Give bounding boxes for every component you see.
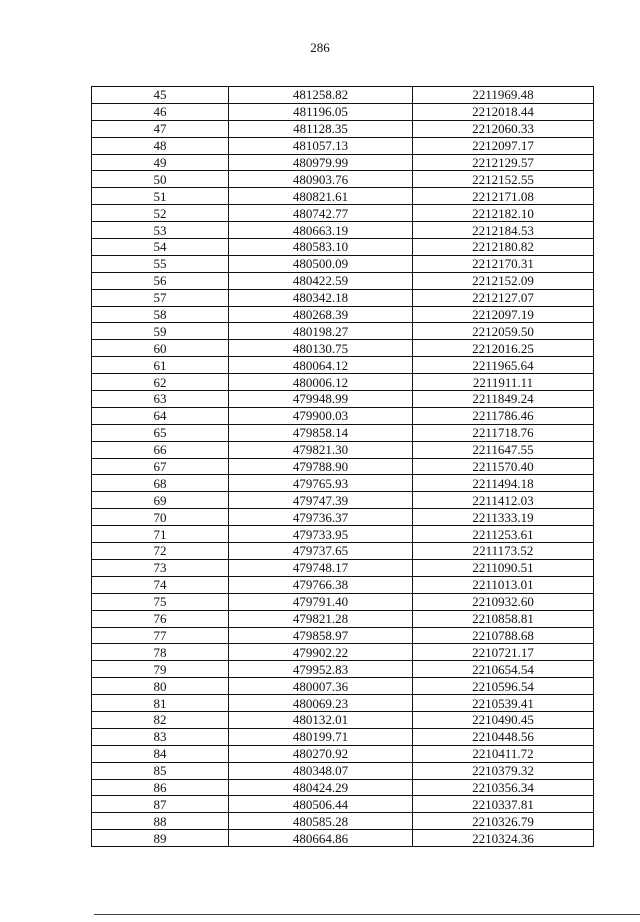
point-number-cell: 68 bbox=[92, 475, 229, 492]
point-number-cell: 74 bbox=[92, 576, 229, 593]
x-coordinate-cell: 479791.40 bbox=[229, 593, 413, 610]
x-coordinate-cell: 480006.12 bbox=[229, 374, 413, 391]
x-coordinate-cell: 479902.22 bbox=[229, 644, 413, 661]
y-coordinate-cell: 2211090.51 bbox=[413, 559, 594, 576]
y-coordinate-cell: 2210337.81 bbox=[413, 796, 594, 813]
x-coordinate-cell: 480348.07 bbox=[229, 762, 413, 779]
x-coordinate-cell: 479858.14 bbox=[229, 424, 413, 441]
y-coordinate-cell: 2211849.24 bbox=[413, 391, 594, 408]
y-coordinate-cell: 2211173.52 bbox=[413, 543, 594, 560]
point-number-cell: 45 bbox=[92, 87, 229, 104]
y-coordinate-cell: 2212016.25 bbox=[413, 340, 594, 357]
table-row bbox=[92, 509, 594, 526]
point-number-cell: 71 bbox=[92, 526, 229, 543]
table-row bbox=[92, 644, 594, 661]
y-coordinate-cell: 2210324.36 bbox=[413, 830, 594, 847]
table-row bbox=[92, 492, 594, 509]
table-row bbox=[92, 610, 594, 627]
y-coordinate-cell: 2212152.55 bbox=[413, 171, 594, 188]
x-coordinate-cell: 481196.05 bbox=[229, 103, 413, 120]
y-coordinate-cell: 2211911.11 bbox=[413, 374, 594, 391]
x-coordinate-cell: 479788.90 bbox=[229, 458, 413, 475]
y-coordinate-cell: 2212170.31 bbox=[413, 255, 594, 272]
table-row bbox=[92, 323, 594, 340]
table-row bbox=[92, 779, 594, 796]
x-coordinate-cell: 479821.28 bbox=[229, 610, 413, 627]
table-row bbox=[92, 222, 594, 239]
x-coordinate-cell: 480663.19 bbox=[229, 222, 413, 239]
table-row bbox=[92, 745, 594, 762]
y-coordinate-cell: 2211013.01 bbox=[413, 576, 594, 593]
point-number-cell: 64 bbox=[92, 407, 229, 424]
table-row bbox=[92, 593, 594, 610]
table-row bbox=[92, 120, 594, 137]
y-coordinate-cell: 2210932.60 bbox=[413, 593, 594, 610]
x-coordinate-cell: 480064.12 bbox=[229, 357, 413, 374]
table-row bbox=[92, 661, 594, 678]
point-number-cell: 72 bbox=[92, 543, 229, 560]
x-coordinate-cell: 479748.17 bbox=[229, 559, 413, 576]
y-coordinate-cell: 2210858.81 bbox=[413, 610, 594, 627]
y-coordinate-cell: 2212180.82 bbox=[413, 239, 594, 256]
point-number-cell: 69 bbox=[92, 492, 229, 509]
table-row bbox=[92, 103, 594, 120]
table-row bbox=[92, 374, 594, 391]
x-coordinate-cell: 479858.97 bbox=[229, 627, 413, 644]
table-row bbox=[92, 475, 594, 492]
y-coordinate-cell: 2212182.10 bbox=[413, 205, 594, 222]
y-coordinate-cell: 2211786.46 bbox=[413, 407, 594, 424]
x-coordinate-cell: 480342.18 bbox=[229, 289, 413, 306]
point-number-cell: 70 bbox=[92, 509, 229, 526]
y-coordinate-cell: 2210490.45 bbox=[413, 711, 594, 728]
point-number-cell: 73 bbox=[92, 559, 229, 576]
x-coordinate-cell: 480268.39 bbox=[229, 306, 413, 323]
point-number-cell: 82 bbox=[92, 711, 229, 728]
point-number-cell: 65 bbox=[92, 424, 229, 441]
coordinates-table-body bbox=[92, 87, 594, 847]
point-number-cell: 81 bbox=[92, 695, 229, 712]
y-coordinate-cell: 2212129.57 bbox=[413, 154, 594, 171]
table-row bbox=[92, 188, 594, 205]
point-number-cell: 77 bbox=[92, 627, 229, 644]
point-number-cell: 62 bbox=[92, 374, 229, 391]
x-coordinate-cell: 479948.99 bbox=[229, 391, 413, 408]
x-coordinate-cell: 480506.44 bbox=[229, 796, 413, 813]
point-number-cell: 48 bbox=[92, 137, 229, 154]
x-coordinate-cell: 479900.03 bbox=[229, 407, 413, 424]
x-coordinate-cell: 480270.92 bbox=[229, 745, 413, 762]
y-coordinate-cell: 2212097.19 bbox=[413, 306, 594, 323]
x-coordinate-cell: 480198.27 bbox=[229, 323, 413, 340]
x-coordinate-cell: 479733.95 bbox=[229, 526, 413, 543]
y-coordinate-cell: 2211647.55 bbox=[413, 441, 594, 458]
table-row bbox=[92, 711, 594, 728]
point-number-cell: 61 bbox=[92, 357, 229, 374]
y-coordinate-cell: 2211718.76 bbox=[413, 424, 594, 441]
table-row bbox=[92, 762, 594, 779]
x-coordinate-cell: 479765.93 bbox=[229, 475, 413, 492]
table-row bbox=[92, 830, 594, 847]
point-number-cell: 84 bbox=[92, 745, 229, 762]
y-coordinate-cell: 2212060.33 bbox=[413, 120, 594, 137]
x-coordinate-cell: 480007.36 bbox=[229, 678, 413, 695]
table-row bbox=[92, 239, 594, 256]
y-coordinate-cell: 2210596.54 bbox=[413, 678, 594, 695]
page-number: 286 bbox=[310, 40, 330, 55]
x-coordinate-cell: 480422.59 bbox=[229, 272, 413, 289]
y-coordinate-cell: 2211965.64 bbox=[413, 357, 594, 374]
point-number-cell: 57 bbox=[92, 289, 229, 306]
x-coordinate-cell: 481128.35 bbox=[229, 120, 413, 137]
table-row bbox=[92, 678, 594, 695]
y-coordinate-cell: 2212018.44 bbox=[413, 103, 594, 120]
table-row bbox=[92, 458, 594, 475]
x-coordinate-cell: 480903.76 bbox=[229, 171, 413, 188]
y-coordinate-cell: 2212059.50 bbox=[413, 323, 594, 340]
point-number-cell: 46 bbox=[92, 103, 229, 120]
y-coordinate-cell: 2211969.48 bbox=[413, 87, 594, 104]
point-number-cell: 53 bbox=[92, 222, 229, 239]
x-coordinate-cell: 480585.28 bbox=[229, 813, 413, 830]
x-coordinate-cell: 479766.38 bbox=[229, 576, 413, 593]
point-number-cell: 76 bbox=[92, 610, 229, 627]
point-number-cell: 67 bbox=[92, 458, 229, 475]
y-coordinate-cell: 2210539.41 bbox=[413, 695, 594, 712]
table-row bbox=[92, 272, 594, 289]
x-coordinate-cell: 480979.99 bbox=[229, 154, 413, 171]
point-number-cell: 66 bbox=[92, 441, 229, 458]
table-row bbox=[92, 627, 594, 644]
x-coordinate-cell: 481057.13 bbox=[229, 137, 413, 154]
point-number-cell: 55 bbox=[92, 255, 229, 272]
bottom-rule bbox=[94, 914, 640, 915]
table-row bbox=[92, 728, 594, 745]
point-number-cell: 89 bbox=[92, 830, 229, 847]
coordinates-table bbox=[91, 86, 594, 847]
point-number-cell: 59 bbox=[92, 323, 229, 340]
point-number-cell: 51 bbox=[92, 188, 229, 205]
point-number-cell: 47 bbox=[92, 120, 229, 137]
point-number-cell: 54 bbox=[92, 239, 229, 256]
table-row bbox=[92, 695, 594, 712]
y-coordinate-cell: 2211333.19 bbox=[413, 509, 594, 526]
point-number-cell: 78 bbox=[92, 644, 229, 661]
point-number-cell: 88 bbox=[92, 813, 229, 830]
table-row bbox=[92, 87, 594, 104]
point-number-cell: 86 bbox=[92, 779, 229, 796]
y-coordinate-cell: 2212127.07 bbox=[413, 289, 594, 306]
x-coordinate-cell: 480069.23 bbox=[229, 695, 413, 712]
x-coordinate-cell: 480821.61 bbox=[229, 188, 413, 205]
table-row bbox=[92, 391, 594, 408]
y-coordinate-cell: 2210411.72 bbox=[413, 745, 594, 762]
table-row bbox=[92, 526, 594, 543]
table-row bbox=[92, 407, 594, 424]
table-row bbox=[92, 137, 594, 154]
table-row bbox=[92, 441, 594, 458]
point-number-cell: 50 bbox=[92, 171, 229, 188]
y-coordinate-cell: 2212152.09 bbox=[413, 272, 594, 289]
y-coordinate-cell: 2210379.32 bbox=[413, 762, 594, 779]
y-coordinate-cell: 2210788.68 bbox=[413, 627, 594, 644]
table-row bbox=[92, 576, 594, 593]
y-coordinate-cell: 2210448.56 bbox=[413, 728, 594, 745]
point-number-cell: 79 bbox=[92, 661, 229, 678]
point-number-cell: 80 bbox=[92, 678, 229, 695]
y-coordinate-cell: 2210721.17 bbox=[413, 644, 594, 661]
table-row bbox=[92, 796, 594, 813]
x-coordinate-cell: 480132.01 bbox=[229, 711, 413, 728]
point-number-cell: 87 bbox=[92, 796, 229, 813]
y-coordinate-cell: 2212171.08 bbox=[413, 188, 594, 205]
x-coordinate-cell: 479737.65 bbox=[229, 543, 413, 560]
x-coordinate-cell: 480130.75 bbox=[229, 340, 413, 357]
point-number-cell: 85 bbox=[92, 762, 229, 779]
table-row bbox=[92, 255, 594, 272]
x-coordinate-cell: 479952.83 bbox=[229, 661, 413, 678]
table-row bbox=[92, 306, 594, 323]
point-number-cell: 63 bbox=[92, 391, 229, 408]
y-coordinate-cell: 2210356.34 bbox=[413, 779, 594, 796]
x-coordinate-cell: 480742.77 bbox=[229, 205, 413, 222]
y-coordinate-cell: 2211412.03 bbox=[413, 492, 594, 509]
table-row bbox=[92, 813, 594, 830]
x-coordinate-cell: 480199.71 bbox=[229, 728, 413, 745]
point-number-cell: 52 bbox=[92, 205, 229, 222]
point-number-cell: 60 bbox=[92, 340, 229, 357]
table-row bbox=[92, 543, 594, 560]
table-row bbox=[92, 154, 594, 171]
point-number-cell: 83 bbox=[92, 728, 229, 745]
y-coordinate-cell: 2212097.17 bbox=[413, 137, 594, 154]
x-coordinate-cell: 480500.09 bbox=[229, 255, 413, 272]
y-coordinate-cell: 2212184.53 bbox=[413, 222, 594, 239]
y-coordinate-cell: 2211253.61 bbox=[413, 526, 594, 543]
table-row bbox=[92, 340, 594, 357]
y-coordinate-cell: 2210654.54 bbox=[413, 661, 594, 678]
table-row bbox=[92, 205, 594, 222]
table-row bbox=[92, 559, 594, 576]
x-coordinate-cell: 480664.86 bbox=[229, 830, 413, 847]
x-coordinate-cell: 479736.37 bbox=[229, 509, 413, 526]
table-row bbox=[92, 289, 594, 306]
y-coordinate-cell: 2211570.40 bbox=[413, 458, 594, 475]
table-row bbox=[92, 424, 594, 441]
x-coordinate-cell: 479747.39 bbox=[229, 492, 413, 509]
point-number-cell: 58 bbox=[92, 306, 229, 323]
x-coordinate-cell: 480424.29 bbox=[229, 779, 413, 796]
x-coordinate-cell: 481258.82 bbox=[229, 87, 413, 104]
point-number-cell: 75 bbox=[92, 593, 229, 610]
table-row bbox=[92, 171, 594, 188]
point-number-cell: 49 bbox=[92, 154, 229, 171]
y-coordinate-cell: 2211494.18 bbox=[413, 475, 594, 492]
table-row bbox=[92, 357, 594, 374]
point-number-cell: 56 bbox=[92, 272, 229, 289]
y-coordinate-cell: 2210326.79 bbox=[413, 813, 594, 830]
x-coordinate-cell: 480583.10 bbox=[229, 239, 413, 256]
x-coordinate-cell: 479821.30 bbox=[229, 441, 413, 458]
